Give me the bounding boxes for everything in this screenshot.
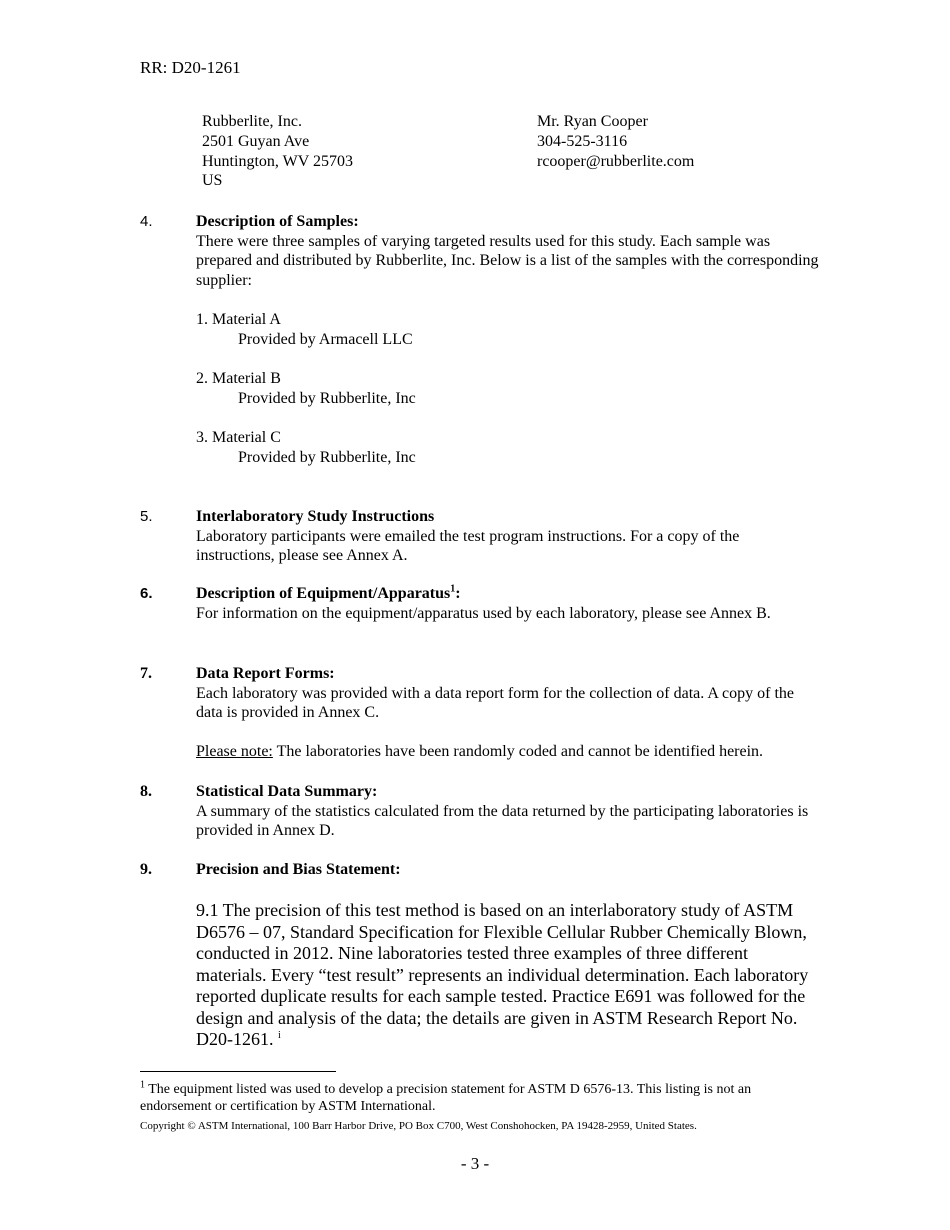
section-text: For information on the equipment/apparatus used by each laboratory, please see Annex B. <box>196 604 771 622</box>
company-country: US <box>202 172 223 190</box>
section-title <box>196 584 820 604</box>
company-name: Rubberlite, Inc. <box>202 113 302 130</box>
report-id-header: RR: D20-1261 <box>140 58 241 77</box>
footnote-divider <box>140 1071 336 1072</box>
precision-statement <box>196 900 811 1051</box>
section-5 <box>140 507 820 566</box>
sample-label: 1. Material A <box>196 311 281 328</box>
section-number: 5. <box>140 508 153 525</box>
section-number: 8. <box>140 783 152 800</box>
sample-supplier: Provided by Rubberlite, Inc <box>238 389 416 407</box>
section-title: Interlaboratory Study Instructions <box>196 508 435 525</box>
precision-text: 9.1 The precision of this test method is based on an interlaboratory study of ASTM D6576 – 07, Standard Specification for Flexible Cellular Rubber Chemically Blown, conducted in 2012. Nine laboratories tested three examples of three different materials. Every “test result” represents an individual determination. Each laboratory reported duplicate results for each sample tested. Practice E691 was followed for the design and analysis of the data; the details are given in ASTM Research Report No. D20-1261. <box>196 900 809 1049</box>
note-label: Please note: <box>196 742 273 760</box>
note-text: The laboratories have been randomly coded and cannot be identified herein. <box>272 742 764 760</box>
sample-item <box>196 310 820 349</box>
section-number: 7. <box>140 665 152 682</box>
section-title: Data Report Forms: <box>196 665 335 682</box>
section-title-text: Description of Equipment/Apparatus <box>196 585 451 602</box>
section-title: Description of Samples: <box>196 213 359 230</box>
contact-name: Mr. Ryan Cooper <box>537 113 648 130</box>
page-number: - 3 - <box>460 1154 490 1173</box>
section-title: Precision and Bias Statement: <box>196 861 401 878</box>
section-title-suffix: : <box>455 585 461 602</box>
section-number: 9. <box>140 861 152 878</box>
section-text: Each laboratory was provided with a data report form for the collection of data. A copy of the data is provided in Annex C. <box>196 684 795 721</box>
section-9 <box>140 860 820 880</box>
section-7 <box>140 664 820 761</box>
sample-label: 3. Material C <box>196 429 281 446</box>
footnote-marker: 1 <box>140 1079 145 1091</box>
company-address-block <box>202 112 353 191</box>
section-title: Statistical Data Summary: <box>196 783 378 800</box>
company-street: 2501 Guyan Ave <box>202 132 310 150</box>
sample-supplier: Provided by Rubberlite, Inc <box>238 448 416 466</box>
section-text: A summary of the statistics calculated from the data returned by the participating laboratories is provided in Annex D. <box>196 802 809 839</box>
section-number: 4. <box>140 213 153 230</box>
sample-label: 2. Material B <box>196 370 281 387</box>
sample-item <box>196 369 820 408</box>
company-city: Huntington, WV 25703 <box>202 152 353 170</box>
contact-email: rcooper@rubberlite.com <box>537 152 695 170</box>
section-text: There were three samples of varying targeted results used for this study. Each sample was prepared and distributed by Rubberlite, Inc. Below is a list of the samples with the corresponding supplier: <box>196 232 819 289</box>
section-number: 6. <box>140 585 153 602</box>
endnote-ref: i <box>278 1030 281 1041</box>
footnote <box>140 1081 820 1115</box>
section-4 <box>140 212 820 467</box>
footnote-text: The equipment listed was used to develop a precision statement for ASTM D 6576-13. This listing is not an endorsement or certification by ASTM International. <box>140 1082 752 1114</box>
section-6 <box>140 584 820 623</box>
footnote-ref: 1 <box>450 583 456 595</box>
note-paragraph <box>196 742 820 762</box>
copyright-notice: Copyright © ASTM International, 100 Barr Harbor Drive, PO Box C700, West Conshohocken, PA 19428-2959, United States. <box>140 1120 697 1132</box>
sample-supplier: Provided by Armacell LLC <box>238 330 413 348</box>
section-8 <box>140 782 820 841</box>
contact-person-block <box>537 112 694 171</box>
sample-item <box>196 428 820 467</box>
contact-phone: 304-525-3116 <box>537 132 628 150</box>
section-text: Laboratory participants were emailed the test program instructions. For a copy of the instructions, please see Annex A. <box>196 527 740 564</box>
